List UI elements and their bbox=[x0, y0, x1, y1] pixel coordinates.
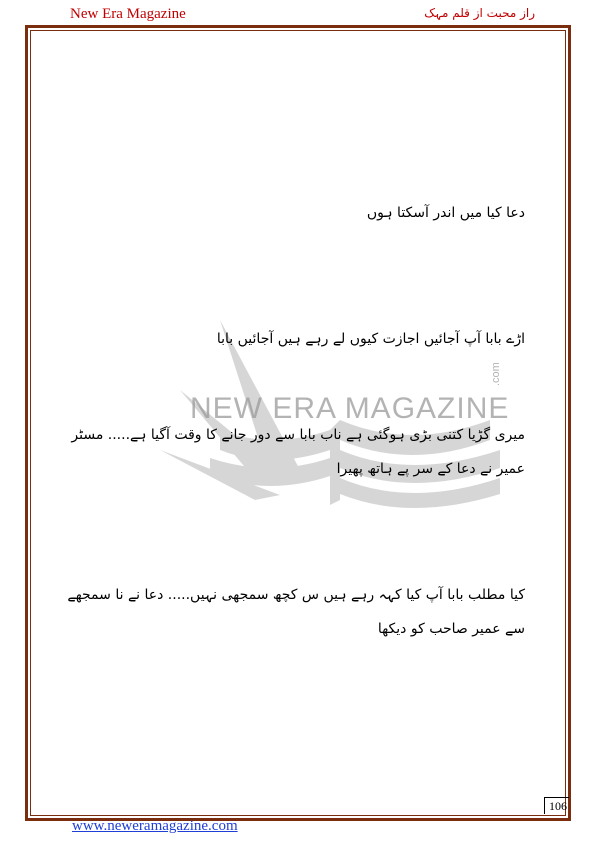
footer-url-link[interactable]: www.neweramagazine.com bbox=[72, 818, 238, 834]
watermark-suffix: .com bbox=[490, 362, 502, 386]
paragraph-1: دعا کیا میں اندر آسکتا ہوں bbox=[366, 205, 525, 221]
watermark-text: NEW ERA MAGAZINE bbox=[190, 392, 510, 425]
paragraph-2: اڑے بابا آپ آجائیں اجازت کیوں لے رہے ہیں آجائیں بابا bbox=[216, 331, 525, 347]
paragraph-3: میری گڑیا کتنی بڑی ہوگئی ہے ناب بابا سے دور جانے کا وقت آگیا ہے..... مسٹر عمیر نے دعا کے سر پے ہاتھ پھیرا bbox=[71, 427, 525, 477]
paragraph-4: کیا مطلب بابا آپ کیا کہہ رہے ہیں س کچھ سمجھی نہیں..... دعا نے نا سمجھے سے عمیر صاحب کو دیکھا bbox=[67, 587, 525, 637]
page-number: 106 bbox=[544, 797, 569, 814]
story-title: راز محبت از قلم مہک bbox=[424, 6, 535, 20]
magazine-name: New Era Magazine bbox=[70, 6, 186, 22]
